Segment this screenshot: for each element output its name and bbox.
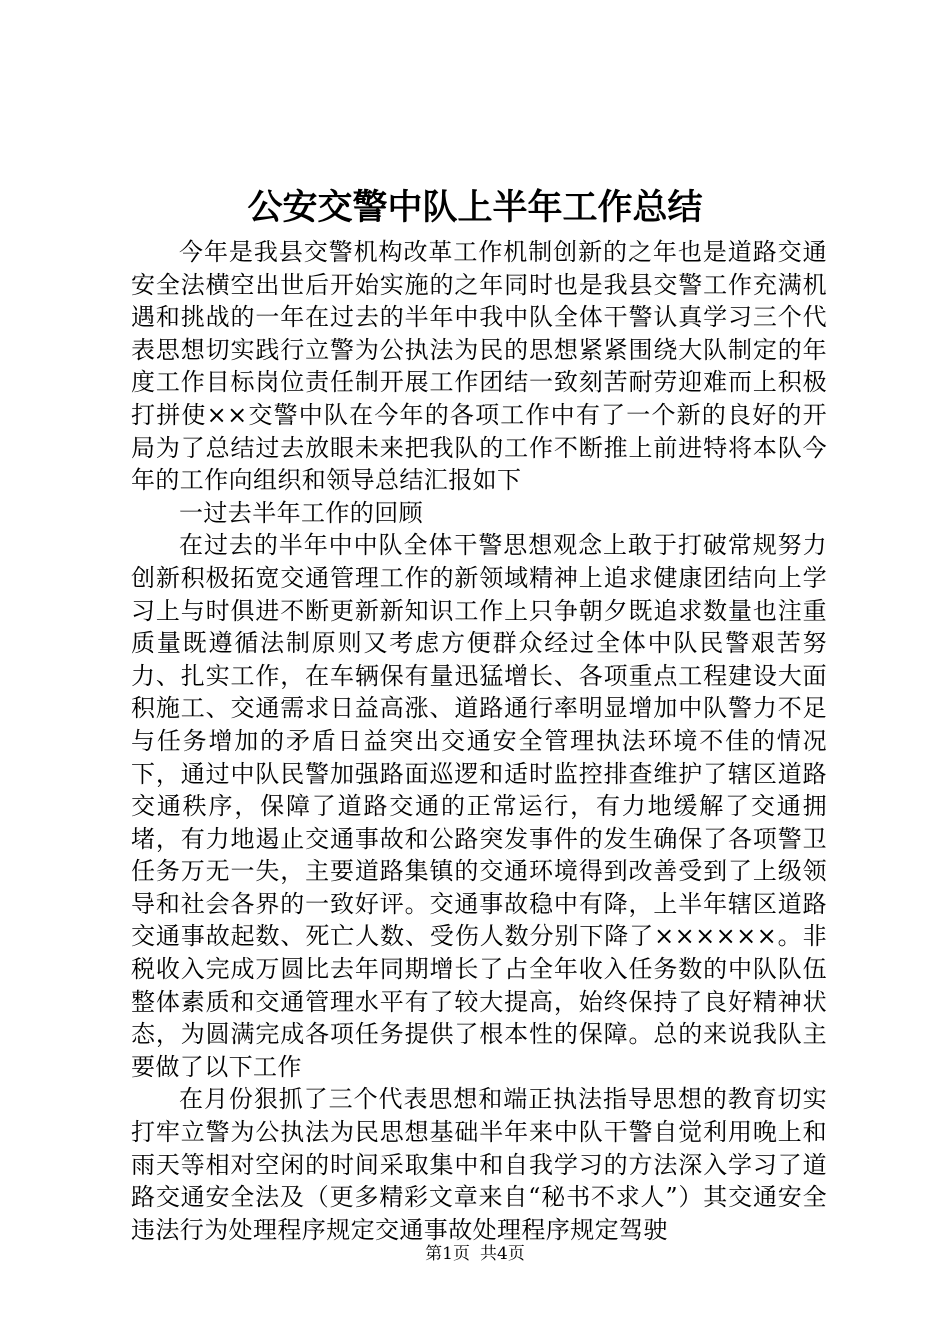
paragraph-work: 在月份狠抓了三个代表思想和端正执法指导思想的教育切实打牢立警为公执法为民思想基础半年来中队干警自觉利用晚上和雨天等相对空闲的时间采取集中和自我学习的方法深入学习了道路交通安全法及（更多精彩文章来自“秘书不求人”）其交通安全违法行为处理程序规定交通事故处理程序规定驾驶 [131, 1085, 827, 1244]
page-total: 共4页 [480, 1244, 525, 1264]
document-body [131, 236, 827, 1246]
paragraph-intro: 今年是我县交警机构改革工作机制创新的之年也是道路交通安全法横空出世后开始实施的之年同时也是我县交警工作充满机遇和挑战的一年在过去的半年中我中队全体干警认真学习三个代表思想切实践行立警为公执法为民的思想紧紧围绕大队制定的年度工作目标岗位责任制开展工作团结一致刻苦耐劳迎难而上积极打拼使××交警中队在今年的各项工作中有了一个新的良好的开局为了总结过去放眼未来把我队的工作不断推上前进特将本队今年的工作向组织和领导总结汇报如下 [131, 238, 827, 495]
document-title: 公安交警中队上半年工作总结 [247, 187, 703, 228]
page-footer [0, 1242, 950, 1266]
paragraph-review: 在过去的半年中中队全体干警思想观念上敢于打破常规努力创新积极拓宽交通管理工作的新领域精神上追求健康团结向上学习上与时俱进不断更新新知识工作上只争朝夕既追求数量也注重质量既遵循法制原则又考虑方便群众经过全体中队民警艰苦努力、扎实工作，在车辆保有量迅猛增长、各项重点工程建设大面积施工、交通需求日益高涨、道路通行率明显增加中队警力不足与任务增加的矛盾日益突出交通安全管理执法环境不佳的情况下，通过中队民警加强路面巡逻和适时监控排查维护了辖区道路交通秩序，保障了道路交通的正常运行，有力地缓解了交通拥堵，有力地遏止交通事故和公路突发事件的发生确保了各项警卫任务万无一失，主要道路集镇的交通环境得到改善受到了上级领导和社会各界的一致好评。交通事故稳中有降，上半年辖区道路交通事故起数、死亡人数、受伤人数分别下降了××××××。非税收入完成万圆比去年同期增长了占全年收入任务数的中队队伍整体素质和交通管理水平有了较大提高，始终保持了良好精神状态，为圆满完成各项任务提供了根本性的保障。总的来说我队主要做了以下工作 [131, 531, 827, 1081]
page-number: 第1页 [425, 1244, 470, 1264]
section-heading: 一过去半年工作的回顾 [179, 498, 423, 527]
